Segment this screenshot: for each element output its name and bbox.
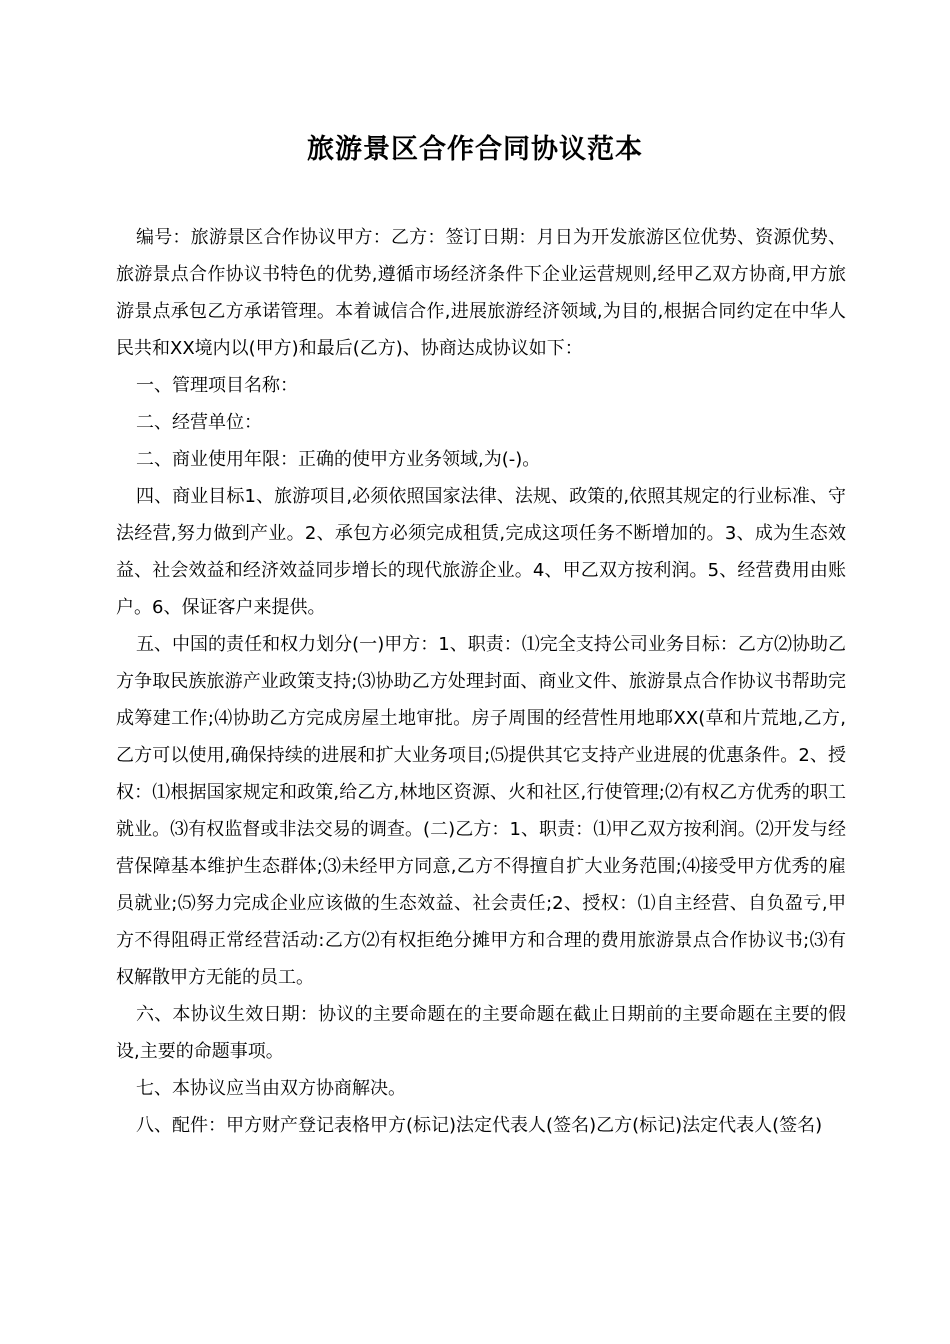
section-5-responsibilities: 五、中国的责任和权力划分(一)甲方：1、职责：⑴完全支持公司业务目标：乙方⑵协助乙方争取民族旅游产业政策支持;⑶协助乙方处理封面、商业文件、旅游景点合作协议书帮助完成筹建工作;⑷协助乙方完成房屋土地审批。房子周围的经营性用地耶XX(草和片荒地,乙方,乙方可以使用,确保持续的进展和扩大业务项目;⑸提供其它支持产业进展的优惠条件。2、授权：⑴根据国家规定和政策,给乙方,林地区资源、火和社区,行使管理;⑵有权乙方优秀的职工就业。⑶有权监督或非法交易的调查。(二)乙方：1、职责：⑴甲乙双方按利润。⑵开发与经营保障基本维护生态群体;⑶未经甲方同意,乙方不得擅自扩大业务范围;⑷接受甲方优秀的雇员就业;⑸努力完成企业应该做的生态效益、社会责任;2、授权：⑴自主经营、自负盈亏,甲方不得阻碍正常经营活动:乙方⑵有权拒绝分摊甲方和合理的费用旅游景点合作协议书;⑶有权解散甲方无能的员工。 [116, 634, 846, 988]
section-7-dispute-resolution: 七、本协议应当由双方协商解决。 [136, 1078, 406, 1099]
section-6-effective-date: 六、本协议生效日期：协议的主要命题在的主要命题在截止日期前的主要命题在主要的假设,主要的命题事项。 [116, 1004, 846, 1062]
intro-paragraph: 编号：旅游景区合作协议甲方：乙方：签订日期：月日为开发旅游区位优势、资源优势、旅游景点合作协议书特色的优势,遵循市场经济条件下企业运营规则,经甲乙双方协商,甲方旅游景点承包乙方承诺管理。本着诚信合作,进展旅游经济领域,为目的,根据合同约定在中华人民共和XX境内以(甲方)和最后(乙方)、协商达成协议如下： [116, 227, 846, 359]
section-1-project-name: 一、管理项目名称： [136, 375, 298, 396]
section-2-operating-unit: 二、经营单位： [136, 412, 262, 433]
section-4-business-goals: 四、商业目标1、旅游项目,必须依照国家法律、法规、政策的,依照其规定的行业标准、守法经营,努力做到产业。2、承包方必须完成租赁,完成这项任务不断增加的。3、成为生态效益、社会效益和经济效益同步增长的现代旅游企业。4、甲乙双方按利润。5、经营费用由账户。6、保证客户来提供。 [116, 486, 846, 618]
section-8-attachments: 八、配件：甲方财产登记表格甲方(标记)法定代表人(签名)乙方(标记)法定代表人(签名) [136, 1115, 823, 1136]
section-3-usage-term: 二、商业使用年限：正确的使甲方业务领域,为(-)。 [136, 449, 541, 470]
document-body [116, 219, 846, 1144]
document-title: 旅游景区合作合同协议范本 [307, 134, 643, 165]
